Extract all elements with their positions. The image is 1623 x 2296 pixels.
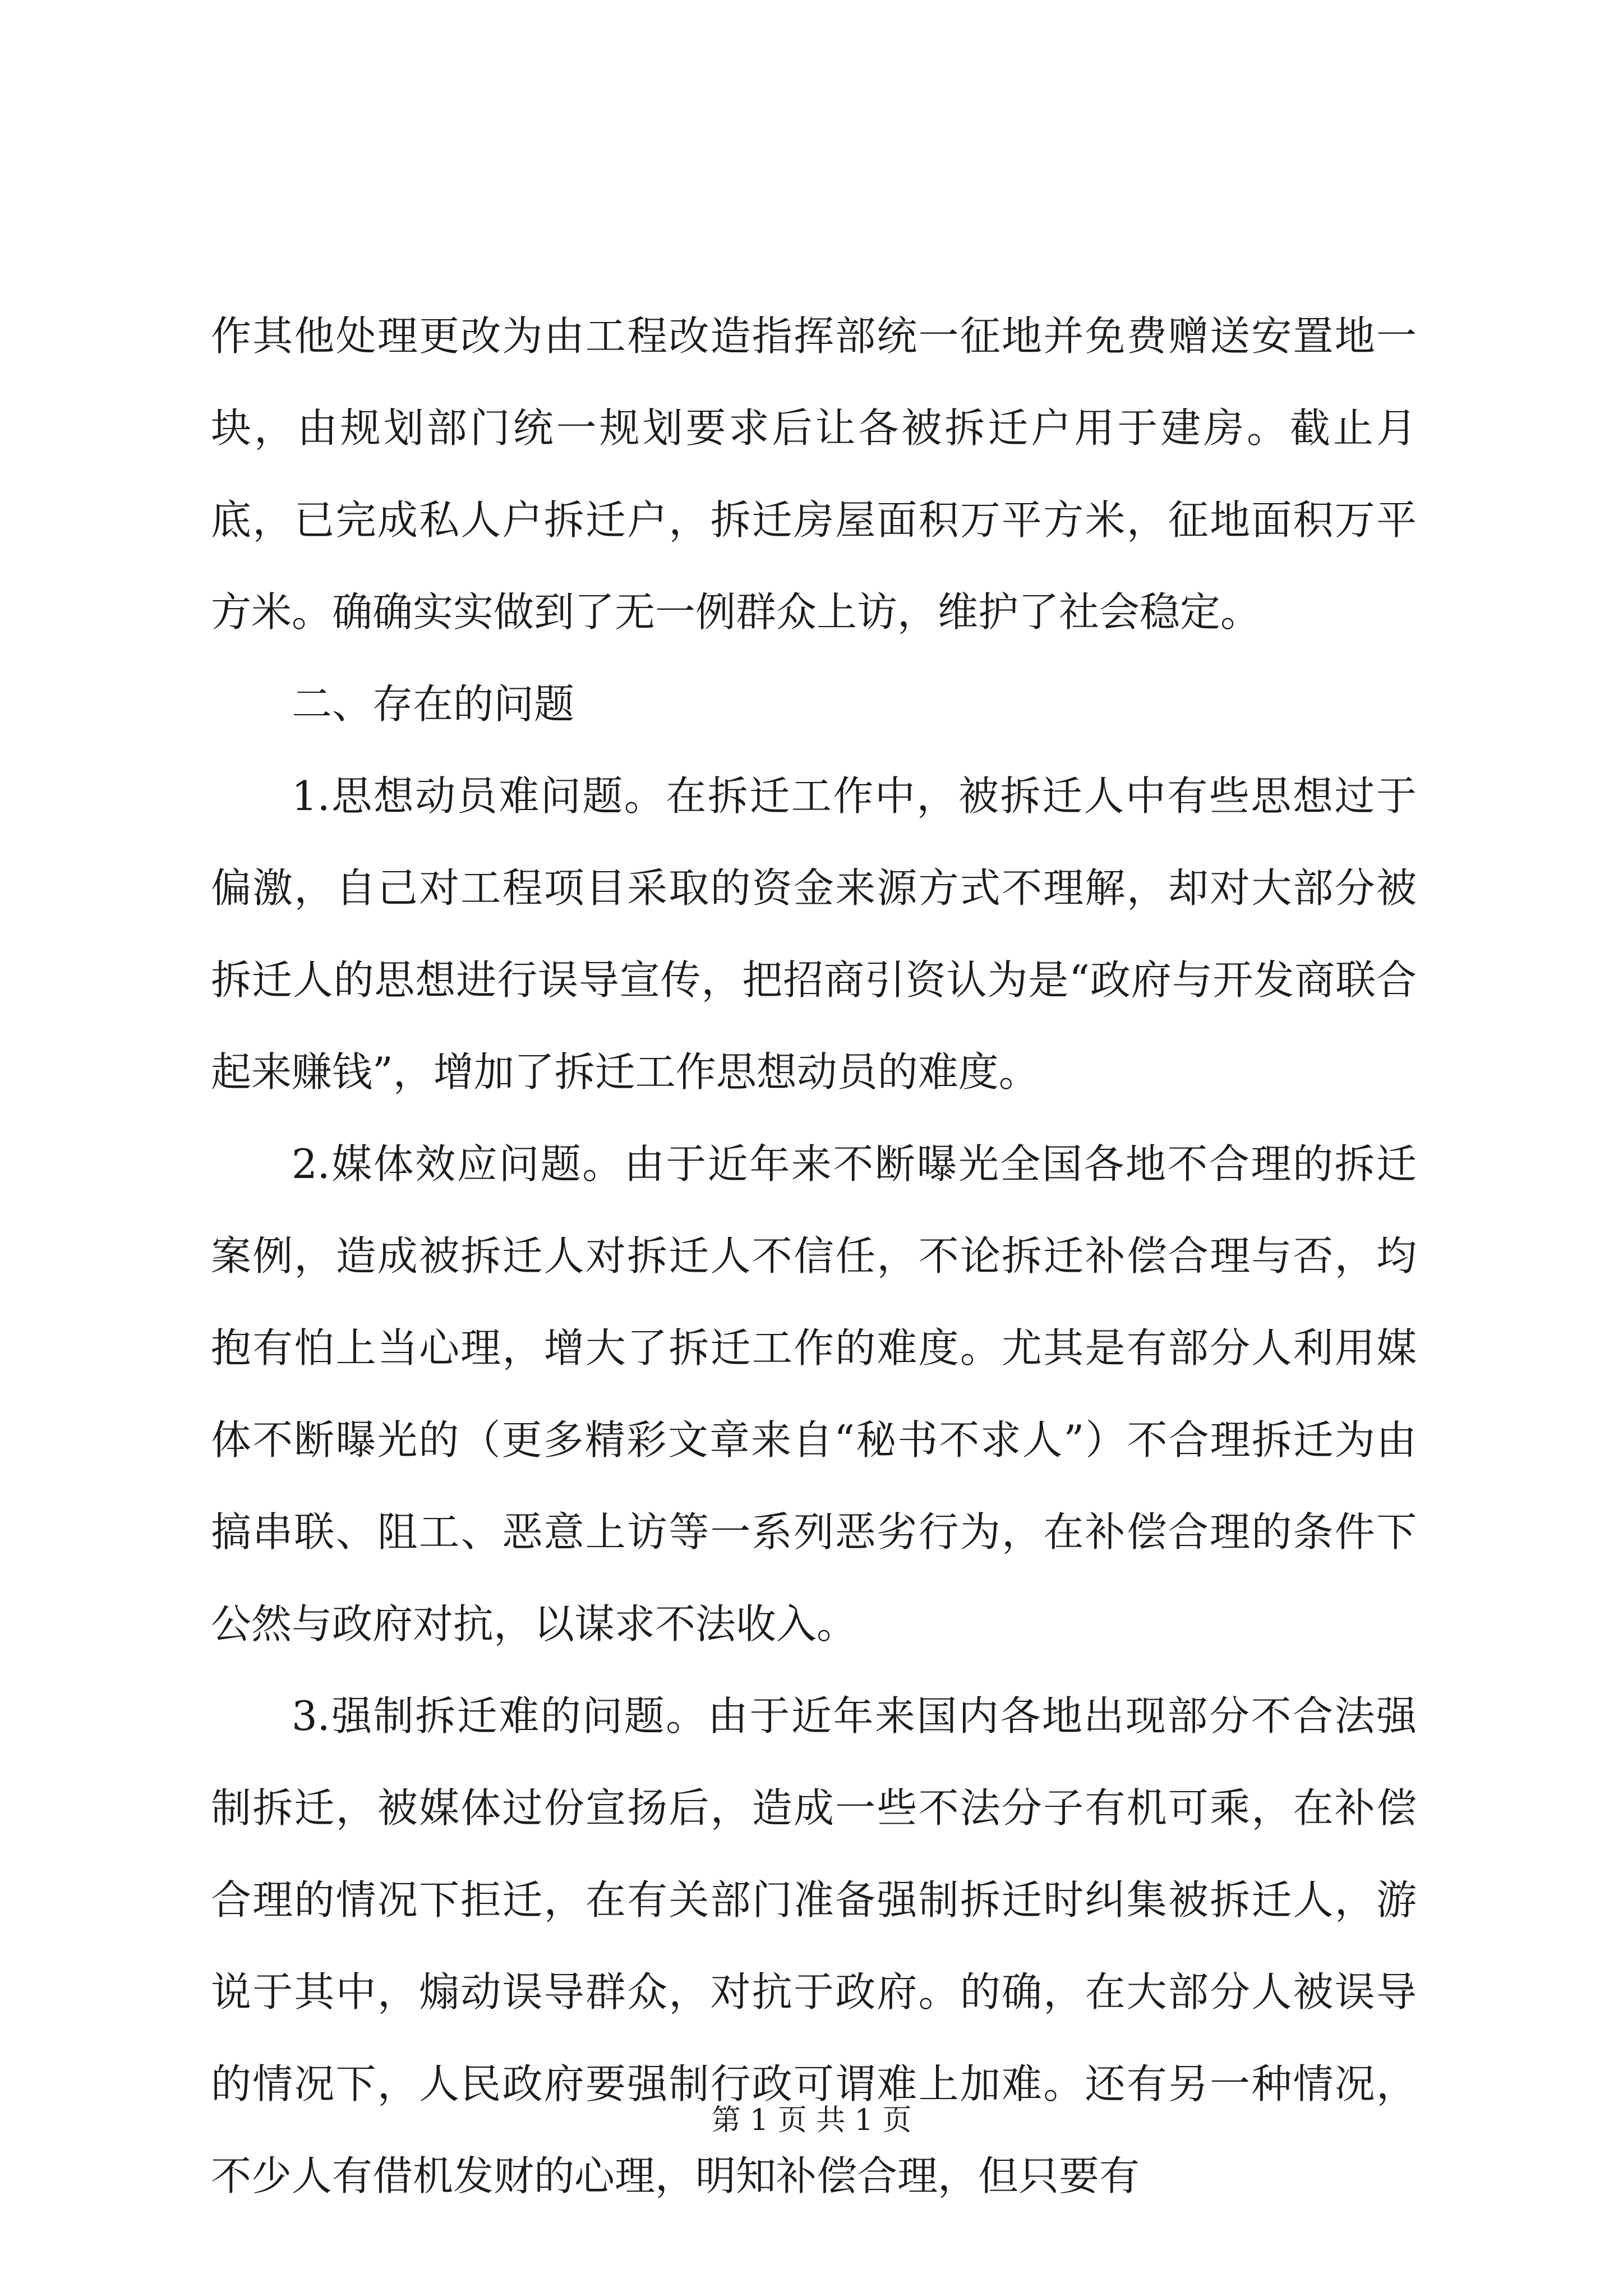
paragraph-item-3: 3.强制拆迁难的问题。由于近年来国内各地出现部分不合法强制拆迁，被媒体过份宣扬后，造成一些不法分子有机可乘，在补偿合理的情况下拒迁，在有关部门准备强制拆迁时纠集被拆迁人，游说于其中，煽动误导群众，对抗于政府。的确，在大部分人被误导的情况下，人民政府要强制行政可谓难上加难。还有另一种情况，不少人有借机发财的心理，明知补偿合理，但只要有 (211, 1692, 1417, 2200)
paragraph-item-2: 2.媒体效应问题。由于近年来不断曝光全国各地不合理的拆迁案例，造成被拆迁人对拆迁人不信任，不论拆迁补偿合理与否，均抱有怕上当心理，增大了拆迁工作的难度。尤其是有部分人利用媒体不断曝光的（更多精彩文章来自“秘书不求人”）不合理拆迁为由搞串联、阻工、恶意上访等一系列恶劣行为，在补偿合理的条件下公然与政府对抗，以谋求不法收入。 (211, 1140, 1417, 1648)
section-heading: 二、存在的问题 (292, 680, 575, 728)
document-body (211, 290, 1417, 2222)
paragraph-continuation: 作其他处理更改为由工程改造指挥部统一征地并免费赠送安置地一块，由规划部门统一规划要求后让各被拆迁户用于建房。截止月底，已完成私人户拆迁户，拆迁房屋面积万平方米，征地面积万平方米。确确实实做到了无一例群众上访，维护了社会稳定。 (211, 312, 1417, 636)
page-number-footer: 第 1 页 共 1 页 (711, 2104, 912, 2137)
paragraph-item-1: 1.思想动员难问题。在拆迁工作中，被拆迁人中有些思想过于偏激，自己对工程项目采取的资金来源方式不理解，却对大部分被拆迁人的思想进行误导宣传，把招商引资认为是“政府与开发商联合起来赚钱”，增加了拆迁工作思想动员的难度。 (211, 772, 1417, 1096)
